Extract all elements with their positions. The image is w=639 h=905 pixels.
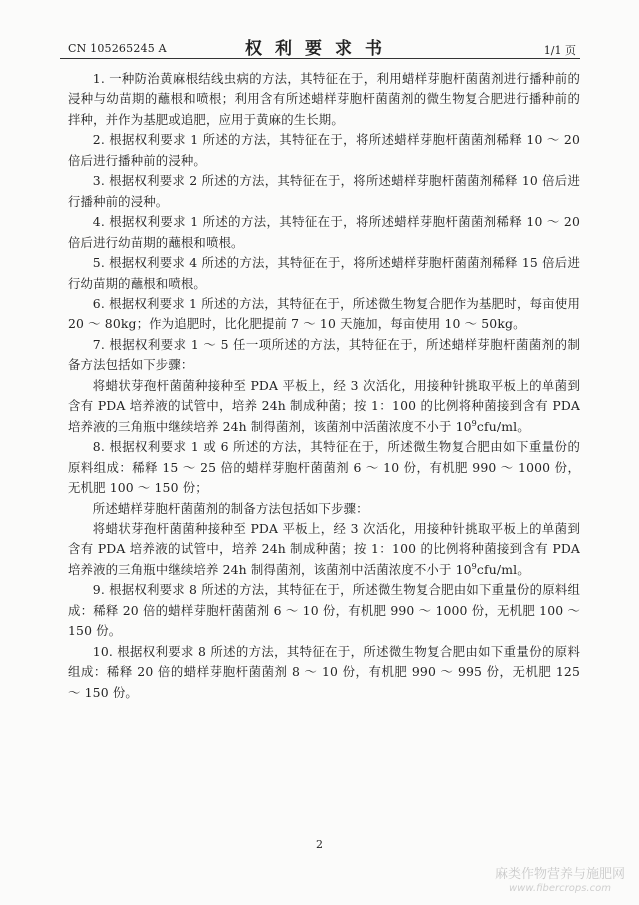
site-watermark	[495, 868, 625, 896]
page-number: 2	[316, 838, 323, 851]
claim-4: 4. 根据权利要求 1 所述的方法，其特征在于，将所述蜡样芽胞杆菌菌剂稀释 10 ～ 20 倍后进行幼苗期的蘸根和喷根。	[68, 214, 580, 250]
document-title: 权利要求书	[245, 39, 395, 59]
publication-number: CN 105265245 A	[68, 42, 167, 55]
claim-10: 10. 根据权利要求 8 所述的方法，其特征在于，所述微生物复合肥由如下重量份的原料组成：稀释 20 倍的蜡样芽胞杆菌菌剂 8 ～ 10 份，有机肥 990 ～ 995 份，无机肥 125 ～ 150 份。	[68, 643, 580, 700]
document-header	[60, 34, 580, 58]
claims-body	[68, 69, 580, 703]
claim-7-step-text: 将蜡状芽孢杆菌菌种接种至 PDA 平板上，经 3 次活化，用接种针挑取平板上的单菌到含有 PDA 培养液的试管中，培养 24h 制成种菌；按 1：100 的比例将种菌接到含有 PDA 培养液的三角瓶中继续培养 24h 制得菌剂，该菌剂中活菌浓度不小于 10	[68, 377, 580, 434]
claim-7-exponent: 9	[471, 418, 477, 428]
claim-1: 1. 一种防治黄麻根结线虫病的方法，其特征在于，利用蜡样芽胞杆菌菌剂进行播种前的浸种与幼苗期的蘸根和喷根；利用含有所述蜡样芽胞杆菌菌剂的微生物复合肥进行播种前的拌种，并作为基肥或追肥，应用于黄麻的生长期。	[68, 71, 580, 127]
watermark-url: www.fibercrops.com	[509, 883, 611, 894]
claim-7: 7. 根据权利要求 1 ～ 5 任一项所述的方法，其特征在于，所述蜡样芽胞杆菌菌剂的制备方法包括如下步骤：	[68, 336, 580, 373]
claim-8-step-text: 将蜡状芽孢杆菌菌种接种至 PDA 平板上，经 3 次活化，用接种针挑取平板上的单菌到含有 PDA 培养液的试管中，培养 24h 制成种菌；按 1：100 的比例将种菌接到含有 PDA 培养液的三角瓶中继续培养 24h 制得菌剂，该菌剂中活菌浓度不小于 10	[68, 520, 580, 577]
header-rule	[60, 58, 580, 59]
claim-8-prep-intro: 所述蜡样芽胞杆菌菌剂的制备方法包括如下步骤：	[92, 500, 369, 516]
watermark-text: 麻类作物营养与施肥网	[494, 867, 625, 882]
claim-8-unit: cfu/ml。	[476, 561, 530, 577]
claim-6: 6. 根据权利要求 1 所述的方法，其特征在于，所述微生物复合肥作为基肥时，每亩使用 20 ～ 80kg；作为追肥时，比化肥提前 7 ～ 10 天施加，每亩使用 10 ～ 50kg。	[68, 295, 580, 332]
claim-7-step	[68, 376, 580, 437]
claim-8-exponent: 9	[471, 561, 477, 571]
page-indicator: 1/1 页	[543, 44, 576, 57]
claim-9: 9. 根据权利要求 8 所述的方法，其特征在于，所述微生物复合肥由如下重量份的原料组成：稀释 20 倍的蜡样芽胞杆菌菌剂 6 ～ 10 份，有机肥 990 ～ 1000 份，无机肥 100 ～ 150 份。	[68, 582, 580, 639]
claim-5: 5. 根据权利要求 4 所述的方法，其特征在于，将所述蜡样芽胞杆菌菌剂稀释 15 倍后进行幼苗期的蘸根和喷根。	[68, 255, 580, 291]
claim-8: 8. 根据权利要求 1 或 6 所述的方法，其特征在于，所述微生物复合肥由如下重量份的原料组成：稀释 15 ～ 25 倍的蜡样芽胞杆菌菌剂 6 ～ 10 份，有机肥 990 ～ 1000 份，无机肥 100 ～ 150 份；	[68, 439, 580, 496]
claim-8-step	[68, 519, 580, 580]
claim-2: 2. 根据权利要求 1 所述的方法，其特征在于，将所述蜡样芽胞杆菌菌剂稀释 10 ～ 20 倍后进行播种前的浸种。	[68, 132, 580, 168]
claim-3: 3. 根据权利要求 2 所述的方法，其特征在于，将所述蜡样芽胞杆菌菌剂稀释 10 倍后进行播种前的浸种。	[68, 173, 580, 209]
claim-7-unit: cfu/ml。	[476, 418, 530, 434]
